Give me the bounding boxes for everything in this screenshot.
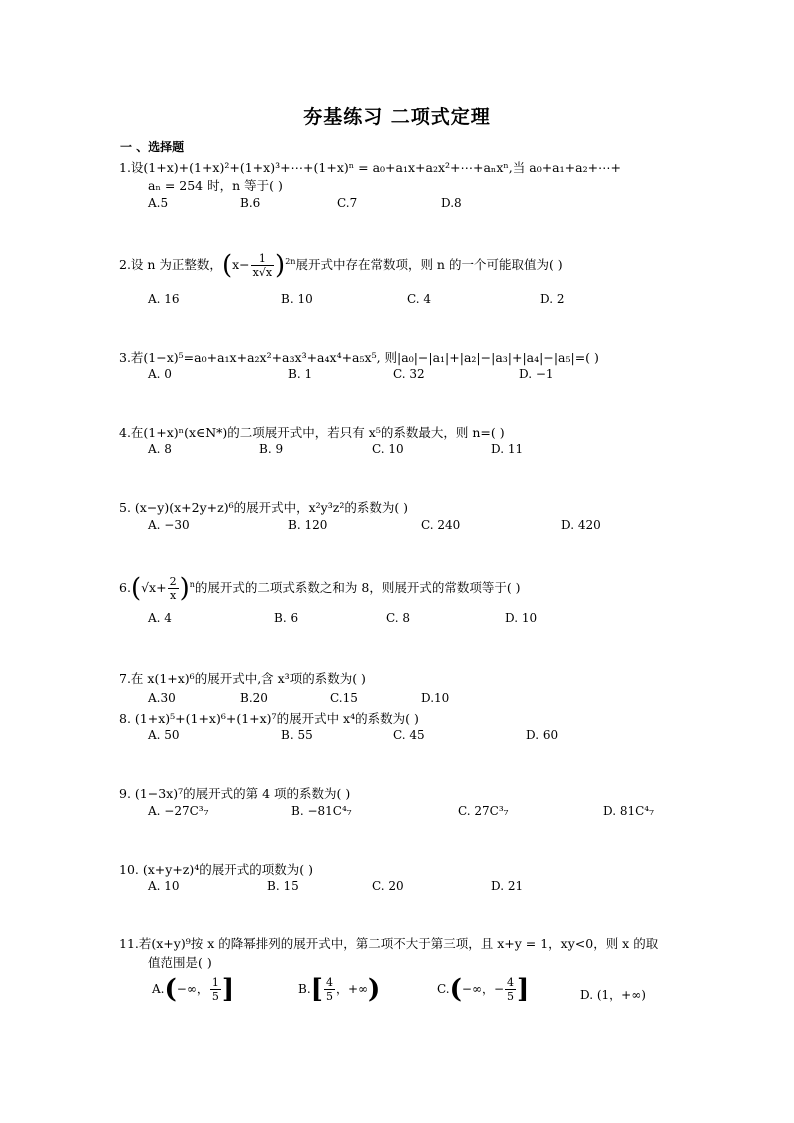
question-3-option-c[interactable]: C. 32 [393, 367, 425, 381]
question-6-option-a[interactable]: A. 4 [148, 611, 172, 625]
question-1-option-d[interactable]: D.8 [441, 196, 462, 210]
question-7-option-c[interactable]: C.15 [330, 691, 358, 705]
question-11-option-a[interactable]: A.(−∞， $\frac{1}{5}$ ] [152, 974, 235, 1005]
question-9-text: 9. (1−3x)⁷的展开式的第 4 项的系数为( ) [119, 786, 351, 801]
question-11-text-line1: 11.若(x+y)⁹按 x 的降幂排列的展开式中，第二项不大于第三项，且 x+y = 1，xy<0，则 x 的取 [119, 936, 659, 951]
fraction: $\frac{2}{x}$ [169, 575, 177, 602]
question-6-option-d[interactable]: D. 10 [505, 611, 538, 625]
question-11-option-b[interactable]: B.[ $\frac{4}{5}$ ，+∞) [298, 974, 381, 1005]
question-5-text: 5. (x−y)(x+2y+z)⁶的展开式中，x²y³z²的系数为( ) [119, 500, 409, 515]
question-3-text: 3.若(1−x)⁵=a₀+a₁x+a₂x²+a₃x³+a₄x⁴+a₅x⁵, 则|a₀|−|a₁|+|a₂|−|a₃|+|a₄|−|a₅|=( ) [119, 350, 599, 365]
question-2-option-c[interactable]: C. 4 [407, 292, 432, 306]
question-9-option-a[interactable]: A. −27C³₇ [148, 804, 209, 818]
section-heading: 一 、选择题 [120, 140, 185, 154]
question-2-option-b[interactable]: B. 10 [281, 292, 313, 306]
left-bracket: [ [310, 974, 323, 1005]
question-3-option-d[interactable]: D. −1 [519, 367, 554, 381]
question-8-option-a[interactable]: A. 50 [148, 728, 180, 742]
question-10-option-a[interactable]: A. 10 [148, 879, 180, 893]
fraction: $\frac{1}{5}$ [211, 976, 219, 1003]
question-1-option-a[interactable]: A.5 [148, 196, 169, 210]
fraction: $\frac{4}{5}$ [325, 976, 333, 1003]
question-8-option-c[interactable]: C. 45 [393, 728, 425, 742]
question-10-option-d[interactable]: D. 21 [491, 879, 524, 893]
question-5-option-b[interactable]: B. 120 [288, 518, 328, 532]
question-10-text: 10. (x+y+z)⁴的展开式的项数为( ) [119, 862, 313, 877]
question-1-option-b[interactable]: B.6 [240, 196, 261, 210]
question-11-option-d[interactable]: D. (1，+∞) [580, 988, 646, 1002]
right-bracket: ] [221, 974, 235, 1005]
question-6-option-c[interactable]: C. 8 [386, 611, 411, 625]
question-4-option-a[interactable]: A. 8 [148, 442, 172, 456]
question-1-option-c[interactable]: C.7 [337, 196, 358, 210]
right-paren: ) [275, 250, 286, 281]
left-paren: ( [449, 974, 462, 1005]
question-2-option-d[interactable]: D. 2 [540, 292, 565, 306]
right-paren: ) [179, 573, 190, 604]
question-1-text-line2: aₙ = 254 时，n 等于( ) [148, 178, 283, 193]
question-4-option-d[interactable]: D. 11 [491, 442, 524, 456]
question-3-option-b[interactable]: B. 1 [288, 367, 313, 381]
fraction: $\frac{4}{5}$ [507, 976, 514, 1003]
question-4-text: 4.在(1+x)ⁿ(x∈N*)的二项展开式中，若只有 x⁵的系数最大，则 n=( ) [119, 425, 505, 440]
question-1-text-line1: 1.设(1+x)+(1+x)²+(1+x)³+⋯+(1+x)ⁿ = a₀+a₁x+a₂x²+⋯+aₙxⁿ,当 a₀+a₁+a₂+⋯+ [119, 160, 622, 175]
question-10-option-c[interactable]: C. 20 [372, 879, 404, 893]
question-11-option-c[interactable]: C.(−∞，− $\frac{4}{5}$ ] [437, 974, 530, 1005]
question-9-option-b[interactable]: B. −81C⁴₇ [291, 804, 352, 818]
question-9-option-c[interactable]: C. 27C³₇ [458, 804, 509, 818]
question-2-text: 2.设 n 为正整数，(x− $\frac{1}{x√x}$ )$^{2n}$展开式中存在常数项，则 n 的一个可能取值为( ) [119, 250, 563, 281]
question-7-option-d[interactable]: D.10 [421, 691, 450, 705]
question-9-option-d[interactable]: D. 81C⁴₇ [603, 804, 654, 818]
question-11-text-line2: 值范围是( ) [148, 955, 212, 970]
question-7-text: 7.在 x(1+x)⁶的展开式中,含 x³项的系数为( ) [119, 671, 366, 686]
left-paren: ( [130, 573, 142, 604]
question-4-option-b[interactable]: B. 9 [259, 442, 284, 456]
question-5-option-d[interactable]: D. 420 [561, 518, 601, 532]
question-3-option-a[interactable]: A. 0 [148, 367, 172, 381]
left-paren: ( [221, 250, 233, 281]
question-8-option-b[interactable]: B. 55 [281, 728, 313, 742]
left-paren: ( [164, 974, 177, 1005]
fraction: $\frac{1}{x√x}$ [252, 252, 273, 279]
question-8-text: 8. (1+x)⁵+(1+x)⁶+(1+x)⁷的展开式中 x⁴的系数为( ) [119, 711, 419, 726]
question-7-option-a[interactable]: A.30 [148, 691, 176, 705]
question-5-option-c[interactable]: C. 240 [421, 518, 461, 532]
right-paren: ) [368, 974, 381, 1005]
document-title: 夯基练习 二项式定理 [303, 106, 491, 128]
question-7-option-b[interactable]: B.20 [240, 691, 268, 705]
question-10-option-b[interactable]: B. 15 [267, 879, 299, 893]
question-5-option-a[interactable]: A. −30 [148, 518, 190, 532]
right-bracket: ] [517, 974, 530, 1005]
question-6-option-b[interactable]: B. 6 [274, 611, 299, 625]
question-2-option-a[interactable]: A. 16 [148, 292, 180, 306]
question-6-text: 6.(√x+ $\frac{2}{x}$ )$^n$的展开式的二项式系数之和为 8，则展开式的常数项等于( ) [119, 573, 521, 604]
question-8-option-d[interactable]: D. 60 [526, 728, 559, 742]
question-4-option-c[interactable]: C. 10 [372, 442, 404, 456]
